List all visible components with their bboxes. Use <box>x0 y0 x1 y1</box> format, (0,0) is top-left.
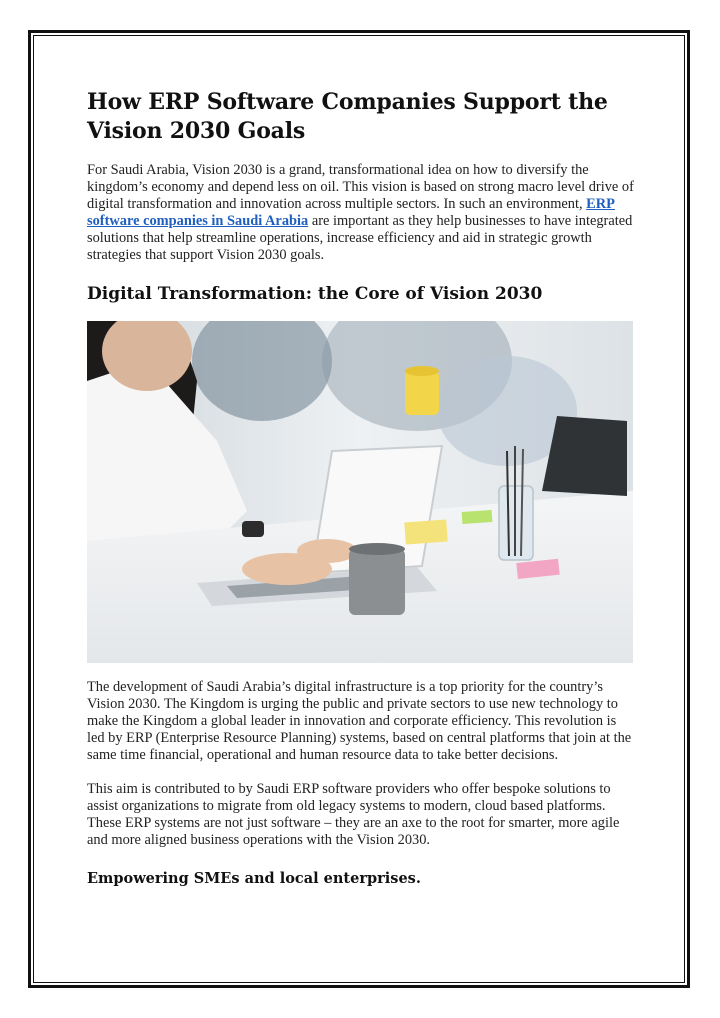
intro-text-end: are important as they help businesses to have integrated solutions that help streamline operations, increase efficiency and aid in strategic growth strategies that support Vision 2030 goals. <box>87 213 633 264</box>
intro-text-start: For Saudi Arabia, Vision 2030 is a grand, transformational idea on how to diversify the kingdom’s economy and depend less on oil. This vision is based on strong macro level drive of digital transformation and innovation across multiple sectors. In such an environment, <box>87 162 634 213</box>
paragraph-erp-providers: This aim is contributed to by Saudi ERP software providers who offer bespoke solutions to assist organizations to migrate from old legacy systems to modern, cloud based platforms. These ERP systems are not just software – they are an axe to the root for smarter, more agile and more aligned business operations with the Vision 2030. <box>87 781 620 849</box>
intro-paragraph <box>87 162 635 265</box>
section-heading-digital-transformation: Digital Transformation: the Core of Vision 2030 <box>87 283 543 304</box>
section-heading-smes: Empowering SMEs and local enterprises. <box>87 870 421 888</box>
article-title: How ERP Software Companies Support the Vision 2030 Goals <box>87 89 608 144</box>
office-photo <box>87 321 633 663</box>
erp-companies-link[interactable]: ERP software companies in Saudi Arabia <box>87 196 615 230</box>
article-body <box>87 88 635 889</box>
office-photo-illustration <box>87 321 633 663</box>
paragraph-infrastructure: The development of Saudi Arabia’s digital infrastructure is a top priority for the country’s Vision 2030. The Kingdom is urging the public and private sectors to use new technology to make the Kingdom a global leader in innovation and corporate efficiency. This revolution is led by ERP (Enterprise Resource Planning) systems, based on central platforms that join at the same time financial, operational and human resource data to take better decisions. <box>87 678 632 763</box>
